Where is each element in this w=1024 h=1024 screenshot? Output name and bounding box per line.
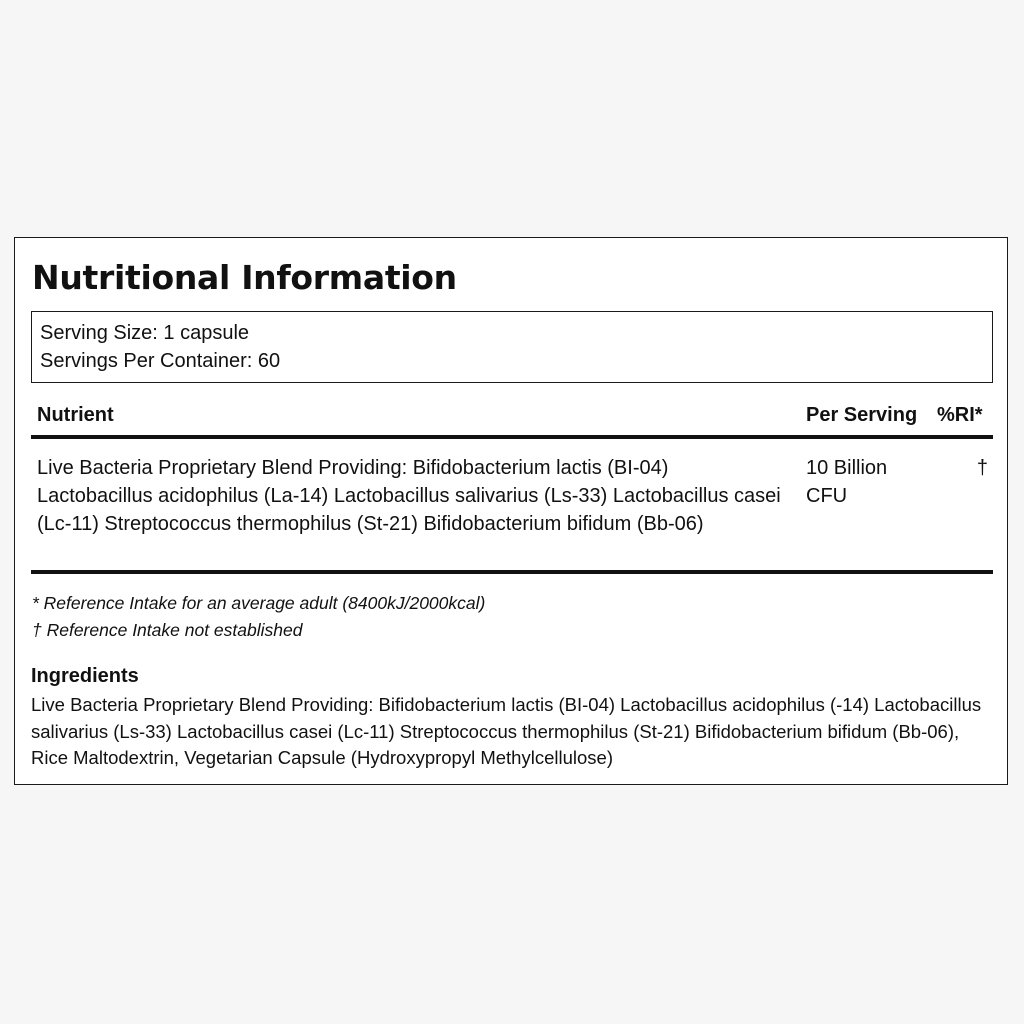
serving-size: Serving Size: 1 capsule [40,322,250,344]
table-bottom-divider [31,570,993,574]
column-header-per-serving: Per Serving [806,404,918,426]
serving-info-box [31,311,993,383]
column-header-nutrient: Nutrient [37,404,114,426]
panel-title: Nutritional Information [32,258,457,297]
footnote-ri: * Reference Intake for an average adult (8400kJ/2000kcal) [32,593,486,613]
footnotes [32,590,485,644]
ri-value: † [976,457,988,479]
per-serving-value: 10 Billion CFU [806,457,888,507]
ingredients-heading: Ingredients [31,665,139,687]
nutrition-panel [14,237,1008,785]
column-header-ri: %RI* [937,404,983,426]
header-divider [31,435,993,439]
servings-per-container: Servings Per Container: 60 [40,350,281,372]
ingredients-text: Live Bacteria Proprietary Blend Providing: Bifidobacterium lactis (BI-04) Lactobacillus acidophilus (-14) Lactobacillus salivarius (Ls-33) Lactobacillus casei (Lc-11) Streptococcus thermophilus (St-21) Bifidobacterium bifidum (Bb-06), Rice Maltodextrin, Vegetarian Capsule (Hydroxypropyl Methylcellulose) [31,694,982,768]
nutrient-name: Live Bacteria Proprietary Blend Providing: Bifidobacterium lactis (BI-04) Lactobacillus acidophilus (La-14) Lactobacillus salivarius (Ls-33) Lactobacillus casei (Lc-11) Streptococcus thermophilus (St-21) Bifidobacterium bifidum (Bb-06) [37,457,781,535]
footnote-not-established: † Reference Intake not established [32,620,303,640]
